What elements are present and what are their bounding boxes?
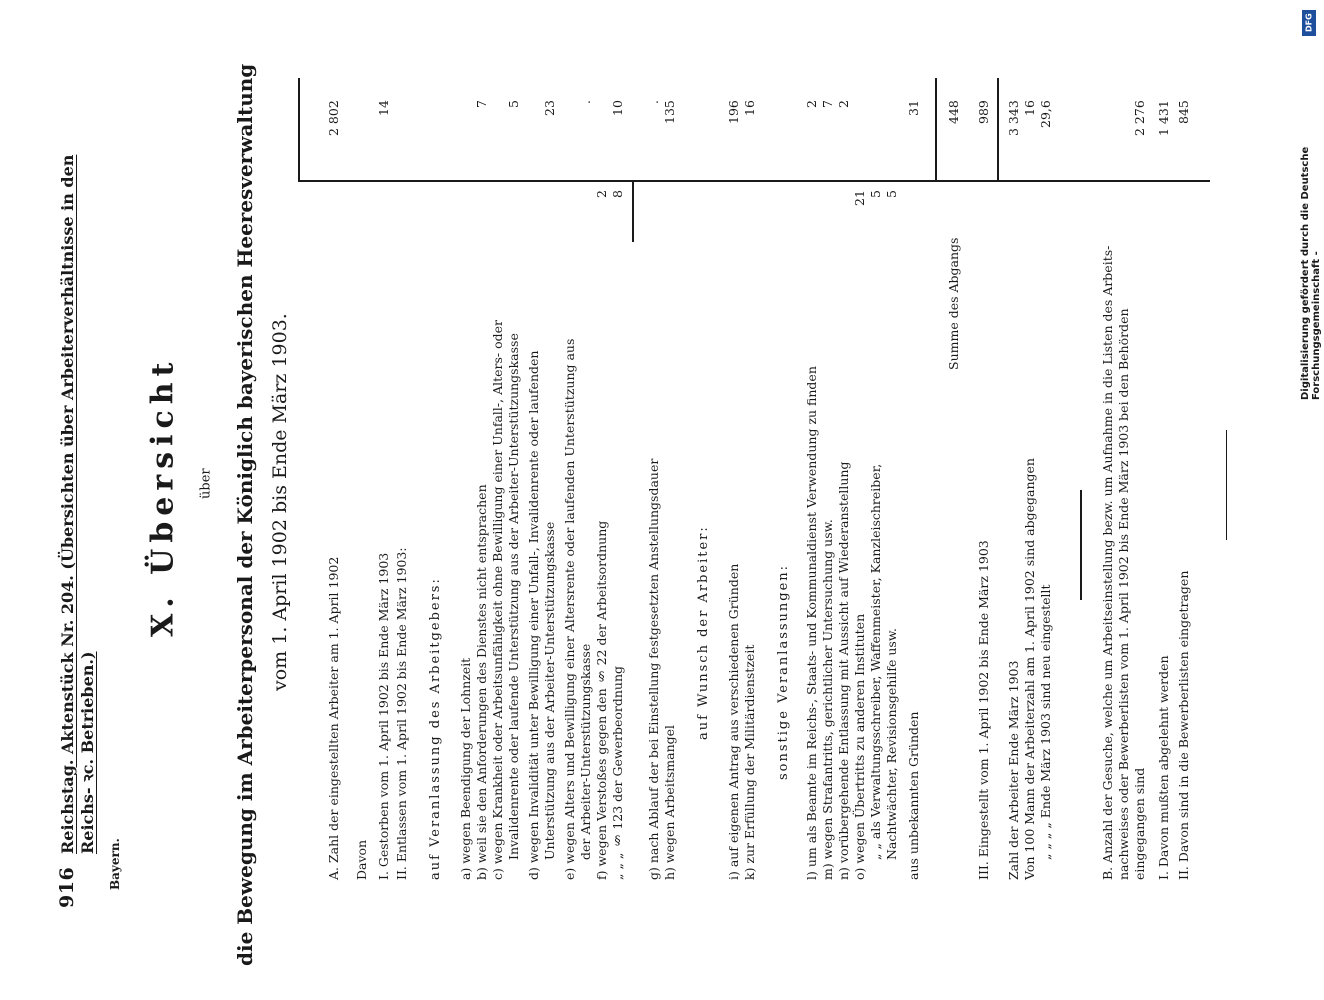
- row-label: eingegangen sind: [1132, 767, 1147, 880]
- row-label: l) um als Beamte im Reichs-, Staats- und Kommunaldienst Verwendung zu finden: [804, 366, 819, 880]
- section-divider-1: [1080, 490, 1082, 600]
- row-label: g) nach Ablauf der bei Einstellung festgesetzten Anstellungsdauer: [646, 458, 661, 880]
- subtitle-line-2: vom 1. April 1902 bis Ende März 1903.: [269, 313, 291, 691]
- section-heading: auf Veranlassung des Arbeitgebers:: [428, 577, 443, 880]
- row-value: 16: [742, 100, 757, 116]
- row-label: c) wegen Krankheit oder Arbeitsunfähigkeit ohne Bewilligung einer Unfall-, Alters- oder: [490, 319, 505, 880]
- row-label: „ „ als Verwaltungsschreiber, Waffenmeister, Kanzleischreiber,: [868, 463, 883, 860]
- row-label: II. Entlassen vom 1. April 1902 bis Ende März 1903:: [394, 547, 409, 880]
- row-label: Summe des Abgangs: [946, 237, 961, 370]
- row-value: 1 431: [1156, 100, 1171, 136]
- row-value: 2: [804, 100, 819, 108]
- document-title: X. Übersicht: [145, 356, 181, 638]
- section-heading: sonstige Veranlassungen:: [776, 563, 791, 780]
- row-label: Davon: [354, 839, 369, 880]
- row-label: d) wegen Invalidität unter Bewilligung einer Unfall-, Invalidenrente oder laufenden: [526, 350, 541, 880]
- row-label: Von 100 Mann der Arbeiterzahl am 1. April 1902 sind abgegangen: [1022, 458, 1037, 880]
- sum-rule: [935, 78, 937, 182]
- row-label: Unterstützung aus der Arbeiter-Unterstützungskasse: [542, 521, 557, 860]
- table-top-rule: [298, 180, 1210, 182]
- section-heading: auf Wunsch der Arbeiter:: [696, 525, 711, 740]
- row-label: I. Gestorben vom 1. April 1902 bis Ende März 1903: [376, 552, 391, 880]
- row-value: 3 343: [1006, 100, 1021, 136]
- row-label: III. Eingestellt vom 1. April 1902 bis Ende März 1903: [976, 540, 991, 880]
- row-label: Zahl der Arbeiter Ende März 1903: [1006, 660, 1021, 880]
- row-label: nachweises oder Bewerberlisten vom 1. April 1902 bis Ende März 1903 bei den Behörden: [1116, 308, 1131, 880]
- row-subvalue: 21: [852, 190, 867, 206]
- row-value: 7: [474, 100, 489, 108]
- row-label: B. Anzahl der Gesuche, welche um Arbeitseinstellung bezw. um Aufnahme in die Listen des Arbeits-: [1100, 245, 1115, 880]
- row-label: h) wegen Arbeitsmangel: [662, 724, 677, 880]
- row-label: A. Zahl der eingestellten Arbeiter am 1. April 1902: [326, 556, 341, 880]
- table-column-rule: [298, 78, 300, 182]
- row-label: Nachtwächter, Revisionsgehilfe usw.: [884, 627, 899, 860]
- row-value: 845: [1176, 100, 1191, 124]
- row-label: f) wegen Verstoßes gegen den § 22 der Arbeitsordnung: [594, 520, 609, 880]
- row-label: „ „ „ „ Ende März 1903 sind neu eingestellt: [1038, 584, 1053, 860]
- page-number: 916: [56, 866, 78, 908]
- row-value: 2 802: [326, 100, 341, 136]
- row-value: 31: [906, 100, 921, 116]
- row-label: i) auf eigenen Antrag aus verschiedenen Gründen: [726, 563, 741, 880]
- subtitle-line-1: die Bewegung im Arbeiterpersonal der Königlich bayerischen Heeresverwaltung: [233, 63, 257, 967]
- row-value: 2 276: [1132, 100, 1147, 136]
- row-label: der Arbeiter-Unterstützungskasse: [578, 643, 593, 860]
- row-value: 2: [836, 100, 851, 108]
- running-title: Reichstag. Aktenstück Nr. 204. (Übersichten über Arbeiterverhältnisse in den Reichs- ꝛc. Betrieben.): [58, 154, 97, 854]
- row-label: m) wegen Strafantritts, gerichtlicher Untersuchung usw.: [820, 519, 835, 880]
- row-label: o) wegen Übertritts zu anderen Instituten: [852, 613, 867, 880]
- section-divider-2: [1226, 430, 1227, 540]
- row-subvalue: 5: [884, 190, 899, 198]
- row-label: Invalidenrente oder laufende Unterstützung aus der Arbeiter-Unterstützungskasse: [506, 333, 521, 860]
- row-subvalue: 8: [610, 190, 625, 198]
- row-label: „ „ „ § 123 der Gewerbeordnung: [610, 665, 625, 880]
- row-label: n) vorübergehende Entlassung mit Aussicht auf Wiederanstellung: [836, 461, 851, 880]
- state-label: Bayern.: [108, 838, 122, 890]
- row-label: e) wegen Alters und Bewilligung einer Altersrente oder laufenden Unterstützung aus: [562, 338, 577, 880]
- row-label: II. Davon sind in die Bewerberlisten eingetragen: [1176, 570, 1191, 880]
- row-value: 448: [946, 100, 961, 124]
- row-label: k) zur Erfüllung der Militärdienstzeit: [742, 644, 757, 880]
- row-value: 196: [726, 100, 741, 124]
- row-value: 989: [976, 100, 991, 124]
- subtotal-rule: [632, 182, 634, 242]
- running-header: [56, 40, 97, 960]
- row-label: b) weil sie den Anforderungen des Dienstes nicht entsprachen: [474, 484, 489, 880]
- digitization-credit: Digitalisierung gefördert durch die Deutsche Forschungsgemeinschaft -: [1300, 146, 1322, 400]
- row-label: aus unbekannten Gründen: [906, 711, 921, 880]
- row-value: .: [646, 100, 661, 104]
- row-value: 29,6: [1038, 100, 1053, 128]
- row-value: 14: [376, 100, 391, 116]
- title-connector: über: [198, 468, 214, 500]
- row-value: 10: [610, 100, 625, 116]
- row-value: 7: [820, 100, 835, 108]
- row-value: 5: [506, 100, 521, 108]
- dfg-logo: DFG: [1302, 10, 1316, 36]
- row-value: .: [578, 100, 593, 104]
- row-subvalue: 5: [868, 190, 883, 198]
- row-value: 16: [1022, 100, 1037, 116]
- row-value: 23: [542, 100, 557, 116]
- row-label: a) wegen Beendigung der Lohnzeit: [458, 657, 473, 880]
- row-value: 135: [662, 100, 677, 124]
- row-label: I. Davon mußten abgelehnt werden: [1156, 655, 1171, 880]
- row-subvalue: 2: [594, 190, 609, 198]
